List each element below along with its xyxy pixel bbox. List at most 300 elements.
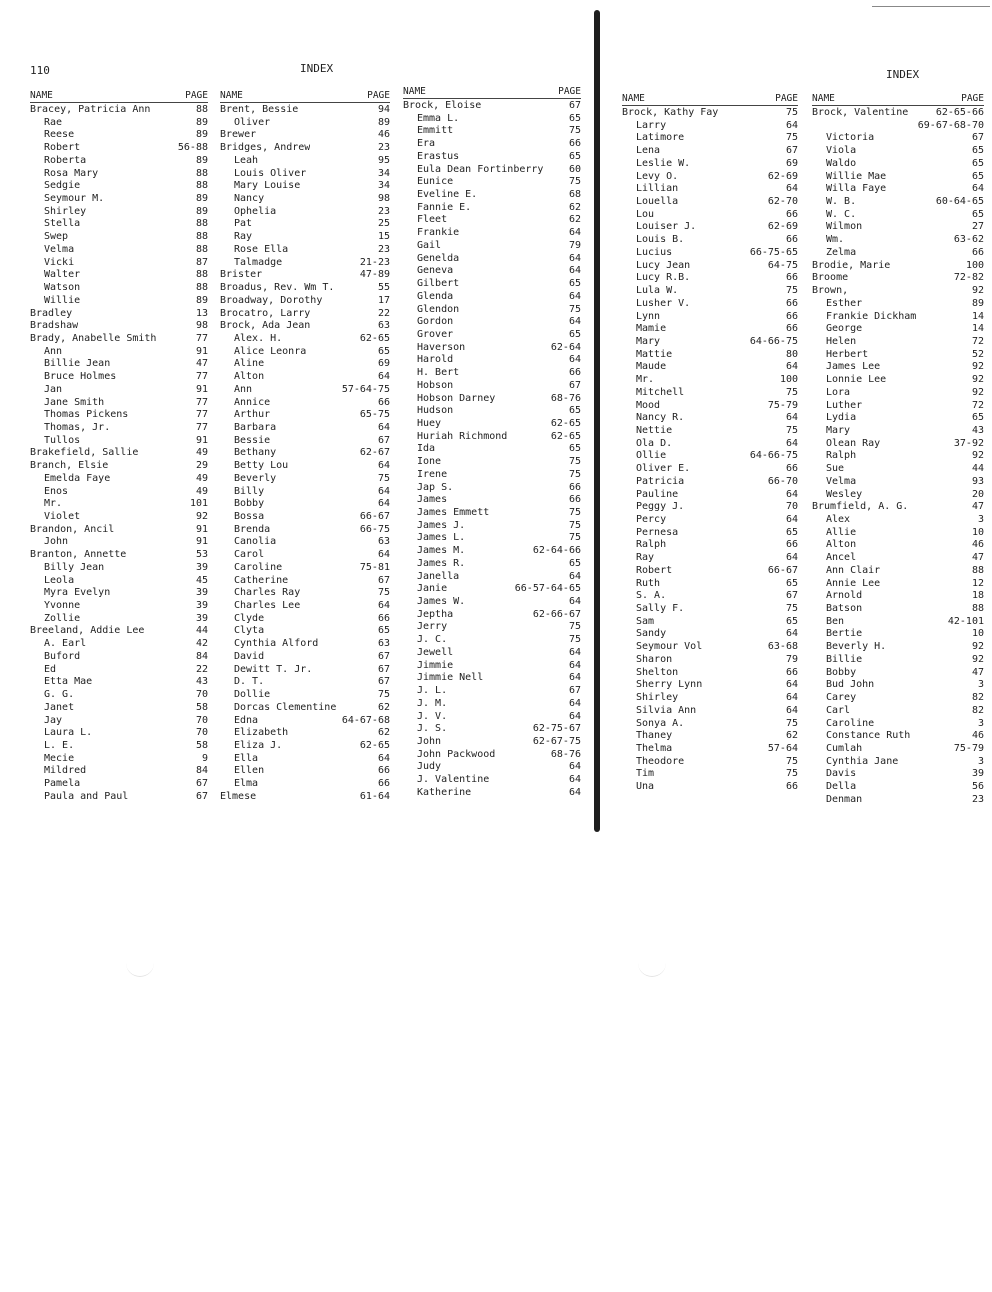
entry-page: 27 xyxy=(971,221,984,233)
entry-name: Alton xyxy=(234,371,265,383)
entry-name: Caroline xyxy=(234,561,283,573)
entry-page: 64 xyxy=(377,498,390,510)
entry-page: 88 xyxy=(195,243,208,255)
entry-page: 64 xyxy=(785,514,798,525)
book-spine xyxy=(594,10,600,832)
entry-page: 67 xyxy=(377,574,390,586)
entry-name: Bruce Holmes xyxy=(44,371,117,383)
index-entry xyxy=(622,603,798,616)
index-entry xyxy=(30,702,208,715)
entry-page: 66 xyxy=(785,297,798,309)
entry-name: Eunice xyxy=(417,176,454,188)
entry-page: 65 xyxy=(971,145,984,157)
entry-page: 98 xyxy=(377,193,390,205)
entry-name: Lou xyxy=(636,208,655,220)
index-entry xyxy=(812,272,984,285)
entry-page: 45 xyxy=(195,574,208,586)
entry-page: 37-92 xyxy=(953,437,984,449)
entry-page: 67 xyxy=(568,379,581,391)
entry-name: Brumfield, A. G. xyxy=(812,501,909,513)
entry-page: 60-64-65 xyxy=(935,196,984,208)
entry-page: 91 xyxy=(195,536,208,548)
entry-name: Annice xyxy=(234,396,271,408)
index-entry xyxy=(812,590,984,603)
entry-name: Theodore xyxy=(636,755,685,767)
entry-name: Mr. xyxy=(44,498,63,510)
entry-page: 64 xyxy=(568,761,581,773)
entry-name: Emelda Faye xyxy=(44,472,111,484)
index-entry xyxy=(220,206,390,219)
entry-name: Ann xyxy=(234,383,253,395)
entry-page: 66 xyxy=(785,272,798,284)
entry-name: Ola D. xyxy=(636,437,673,449)
index-entry xyxy=(403,749,581,762)
entry-name: Jay xyxy=(44,714,63,726)
entry-name: Gordon xyxy=(417,316,454,328)
entry-page: 93 xyxy=(971,475,984,487)
entry-name: Ida xyxy=(417,443,436,455)
entry-page: 17 xyxy=(377,294,390,306)
entry-page: 22 xyxy=(377,307,390,319)
entry-name: L. E. xyxy=(44,739,75,751)
entry-name: Brodie, Marie xyxy=(812,259,891,271)
entry-name: Dewitt T. Jr. xyxy=(234,663,313,675)
index-entry xyxy=(220,613,390,626)
index-entry xyxy=(30,638,208,651)
entry-page: 3 xyxy=(977,755,984,767)
entry-name: Bradley xyxy=(30,307,73,319)
entry-name: Billie xyxy=(826,653,863,665)
entry-name: Brewer xyxy=(220,129,257,141)
entry-name: Broadway, Dorothy xyxy=(220,294,323,306)
entry-page: 42-101 xyxy=(947,615,984,627)
name-header: NAME xyxy=(30,90,53,101)
entry-name: Enos xyxy=(44,485,69,497)
entry-page: 65 xyxy=(785,615,798,627)
index-entry xyxy=(403,621,581,634)
index-column xyxy=(622,93,798,794)
entry-page: 63 xyxy=(377,536,390,548)
index-entry xyxy=(812,501,984,514)
entry-name: Branton, Annette xyxy=(30,549,127,561)
index-entry xyxy=(220,142,390,155)
entry-page: 62-67 xyxy=(359,447,390,459)
entry-page: 47 xyxy=(971,552,984,564)
entry-name: Cumlah xyxy=(826,742,863,754)
index-entry xyxy=(30,155,208,168)
page-header: PAGE xyxy=(558,86,581,97)
entry-page: 92 xyxy=(971,386,984,398)
entry-page: 64 xyxy=(568,659,581,671)
index-entry xyxy=(30,524,208,537)
entry-name: Edna xyxy=(234,714,259,726)
entry-page: 72 xyxy=(971,335,984,347)
entry-name: Billie Jean xyxy=(44,358,111,370)
entry-page: 64-66-75 xyxy=(749,335,798,347)
entry-name: Erastus xyxy=(417,150,460,162)
entry-name: Jan xyxy=(44,383,63,395)
index-column xyxy=(30,90,208,804)
entry-name: Billy Jean xyxy=(44,561,105,573)
index-entry xyxy=(30,473,208,486)
index-entry xyxy=(220,575,390,588)
index-entry xyxy=(622,209,798,222)
entry-name: Louiser J. xyxy=(636,221,697,233)
entry-page: 67 xyxy=(568,685,581,697)
entry-page: 49 xyxy=(195,485,208,497)
index-entry xyxy=(622,756,798,769)
entry-page: 65 xyxy=(785,577,798,589)
index-entry xyxy=(403,774,581,787)
index-entry xyxy=(812,781,984,794)
entry-page: 23 xyxy=(377,205,390,217)
index-entry xyxy=(403,596,581,609)
index-entry xyxy=(30,295,208,308)
entry-page: 46 xyxy=(971,539,984,551)
index-entry xyxy=(403,304,581,317)
entry-name: Brister xyxy=(220,269,263,281)
index-entry xyxy=(622,654,798,667)
index-entry xyxy=(622,718,798,731)
entry-name: Carl xyxy=(826,704,851,716)
index-entry xyxy=(30,269,208,282)
index-entry xyxy=(622,107,798,120)
entry-page: 39 xyxy=(195,600,208,612)
entry-name: Sherry Lynn xyxy=(636,679,703,691)
entry-page: 14 xyxy=(971,323,984,335)
entry-page: 75 xyxy=(785,717,798,729)
entry-page: 89 xyxy=(195,294,208,306)
index-entry xyxy=(30,104,208,117)
index-entry xyxy=(403,151,581,164)
index-entry xyxy=(403,380,581,393)
entry-page: 66 xyxy=(568,481,581,493)
index-entry xyxy=(622,730,798,743)
entry-name: H. Bert xyxy=(417,367,460,379)
entry-name: Wilmon xyxy=(826,221,863,233)
entry-page: 84 xyxy=(195,650,208,662)
entry-page: 75 xyxy=(377,587,390,599)
index-entry xyxy=(220,715,390,728)
entry-page: 66 xyxy=(568,367,581,379)
index-entry xyxy=(220,308,390,321)
entry-page: 89 xyxy=(195,154,208,166)
entry-page: 60 xyxy=(568,163,581,175)
entry-name: Betty Lou xyxy=(234,460,289,472)
entry-name: Ann xyxy=(44,345,63,357)
entry-name: Bobby xyxy=(234,498,265,510)
entry-name: Glendon xyxy=(417,303,460,315)
index-entry xyxy=(622,400,798,413)
entry-name: Cynthia Alford xyxy=(234,638,319,650)
entry-page: 98 xyxy=(195,320,208,332)
index-entry xyxy=(220,562,390,575)
entry-page: 75 xyxy=(785,107,798,118)
entry-name: Pauline xyxy=(636,488,679,500)
entry-page: 66 xyxy=(785,463,798,475)
index-entry xyxy=(812,794,984,807)
index-entry xyxy=(622,221,798,234)
index-entry xyxy=(812,654,984,667)
entry-name: Frankie Dickham xyxy=(826,310,917,322)
index-entry xyxy=(812,641,984,654)
entry-name: J. C. xyxy=(417,634,448,646)
index-entry xyxy=(220,689,390,702)
entry-name: Nettie xyxy=(636,424,673,436)
entry-name: Stella xyxy=(44,218,81,230)
index-entry xyxy=(220,129,390,142)
index-entry xyxy=(812,387,984,400)
index-entry xyxy=(403,431,581,444)
index-entry xyxy=(220,295,390,308)
index-entry xyxy=(30,625,208,638)
entry-name: James xyxy=(417,494,448,506)
index-entry xyxy=(220,371,390,384)
entry-page: 66-75-65 xyxy=(749,246,798,258)
index-entry xyxy=(30,727,208,740)
entry-page: 65 xyxy=(568,405,581,417)
entry-page: 64 xyxy=(377,600,390,612)
index-entry xyxy=(30,218,208,231)
entry-page: 75 xyxy=(568,621,581,633)
entry-page: 64-67-68 xyxy=(341,714,390,726)
page-header: PAGE xyxy=(185,90,208,101)
index-entry xyxy=(220,346,390,359)
entry-page: 10 xyxy=(971,526,984,538)
entry-page: 77 xyxy=(195,409,208,421)
entry-name: Leslie W. xyxy=(636,157,691,169)
entry-page: 100 xyxy=(965,259,984,271)
entry-name: Levy O. xyxy=(636,170,679,182)
entry-page: 39 xyxy=(971,768,984,780)
entry-page: 23 xyxy=(971,793,984,805)
entry-page: 62 xyxy=(785,730,798,742)
index-entry xyxy=(30,562,208,575)
entry-page: 62 xyxy=(568,214,581,226)
entry-name: Eveline E. xyxy=(417,189,478,201)
index-entry xyxy=(220,358,390,371)
entry-page: 88 xyxy=(195,180,208,192)
entry-page: 92 xyxy=(971,361,984,373)
entry-page: 62-65-66 xyxy=(935,107,984,118)
index-entry xyxy=(812,158,984,171)
entry-page: 39 xyxy=(195,612,208,624)
entry-page: 66 xyxy=(785,310,798,322)
index-entry xyxy=(30,358,208,371)
index-entry xyxy=(403,647,581,660)
entry-page: 65-75 xyxy=(359,409,390,421)
index-entry xyxy=(812,349,984,362)
entry-name: Clyde xyxy=(234,612,265,624)
index-entry xyxy=(30,536,208,549)
entry-name: Alex. H. xyxy=(234,332,283,344)
entry-page: 67 xyxy=(377,434,390,446)
entry-page: 88 xyxy=(195,104,208,115)
entry-page: 64 xyxy=(568,570,581,582)
entry-page: 23 xyxy=(377,142,390,154)
index-entry xyxy=(30,765,208,778)
index-entry xyxy=(220,676,390,689)
entry-page: 69-67-68-70 xyxy=(917,119,984,131)
entry-name: Janie xyxy=(417,583,448,595)
entry-name: Catherine xyxy=(234,574,289,586)
entry-name: Elmese xyxy=(220,790,257,802)
entry-name: Yvonne xyxy=(44,600,81,612)
index-entry xyxy=(403,507,581,520)
index-entry xyxy=(403,253,581,266)
index-entry xyxy=(622,590,798,603)
entry-name: Branch, Elsie xyxy=(30,460,109,472)
index-entry xyxy=(30,168,208,181)
index-entry xyxy=(220,435,390,448)
index-entry xyxy=(622,412,798,425)
index-entry xyxy=(220,409,390,422)
entry-name: Etta Mae xyxy=(44,676,93,688)
entry-name: Clyta xyxy=(234,625,265,637)
index-entry xyxy=(220,193,390,206)
index-entry xyxy=(812,514,984,527)
index-entry xyxy=(812,539,984,552)
index-entry xyxy=(812,463,984,476)
entry-name: Paula and Paul xyxy=(44,790,129,802)
index-entry xyxy=(403,532,581,545)
entry-page: 92 xyxy=(971,653,984,665)
index-entry xyxy=(622,158,798,171)
index-entry xyxy=(30,308,208,321)
entry-page: 20 xyxy=(971,488,984,500)
entry-name: W. C. xyxy=(826,208,857,220)
index-entry xyxy=(622,552,798,565)
entry-name: Arnold xyxy=(826,590,863,602)
name-header: NAME xyxy=(220,90,243,101)
entry-page: 89 xyxy=(195,205,208,217)
entry-name: Velma xyxy=(44,243,75,255)
entry-page: 75 xyxy=(568,176,581,188)
entry-name: Zelma xyxy=(826,246,857,258)
entry-page: 10 xyxy=(971,628,984,640)
entry-name: Brock, Valentine xyxy=(812,107,909,118)
index-entry xyxy=(220,104,390,117)
entry-name: Sue xyxy=(826,463,845,475)
index-entry xyxy=(403,698,581,711)
index-entry xyxy=(622,145,798,158)
entry-name: Tim xyxy=(636,768,655,780)
entry-name: Dollie xyxy=(234,689,271,701)
entry-name: Fannie E. xyxy=(417,201,472,213)
entry-name: Mr. xyxy=(636,374,655,386)
entry-name: Billy xyxy=(234,485,265,497)
entry-name: Louis B. xyxy=(636,234,685,246)
index-entry xyxy=(30,575,208,588)
index-entry xyxy=(622,514,798,527)
entry-page: 49 xyxy=(195,472,208,484)
entry-name: Era xyxy=(417,138,436,150)
index-entry xyxy=(30,409,208,422)
index-entry xyxy=(30,346,208,359)
entry-name: Wm. xyxy=(826,234,845,246)
index-entry xyxy=(30,791,208,804)
index-entry xyxy=(30,422,208,435)
entry-page: 25 xyxy=(377,218,390,230)
index-entry xyxy=(622,768,798,781)
entry-name: Jap S. xyxy=(417,481,454,493)
entry-name: Lucy R.B. xyxy=(636,272,691,284)
entry-page: 34 xyxy=(377,167,390,179)
index-entry xyxy=(812,374,984,387)
index-entry xyxy=(622,527,798,540)
entry-name: Fleet xyxy=(417,214,448,226)
index-entry xyxy=(403,469,581,482)
entry-page: 101 xyxy=(189,498,208,510)
index-entry xyxy=(30,206,208,219)
entry-name: Talmadge xyxy=(234,256,283,268)
entry-name: Annie Lee xyxy=(826,577,881,589)
entry-page: 64 xyxy=(785,552,798,564)
entry-name: Barbara xyxy=(234,421,277,433)
index-entry xyxy=(622,705,798,718)
entry-page: 63 xyxy=(377,320,390,332)
index-entry xyxy=(403,761,581,774)
entry-name: Batson xyxy=(826,603,863,615)
index-entry xyxy=(812,400,984,413)
entry-page: 66 xyxy=(785,666,798,678)
entry-name: Katherine xyxy=(417,786,472,798)
index-entry xyxy=(622,336,798,349)
entry-name: Brent, Bessie xyxy=(220,104,299,115)
scan-edge-line xyxy=(872,6,990,7)
entry-name: Brady, Anabelle Smith xyxy=(30,332,157,344)
entry-name: Beverly H. xyxy=(826,641,887,653)
index-entry xyxy=(220,536,390,549)
entry-name: Rosa Mary xyxy=(44,167,99,179)
column-header xyxy=(403,86,581,99)
entry-name: Percy xyxy=(636,514,667,525)
punch-hole-mark xyxy=(126,962,154,977)
entry-name: Watson xyxy=(44,282,81,294)
index-entry xyxy=(30,676,208,689)
entry-name: Louis Oliver xyxy=(234,167,307,179)
index-entry xyxy=(30,486,208,499)
entry-page: 66-67 xyxy=(767,564,798,576)
index-entry xyxy=(220,155,390,168)
entry-name: James M. xyxy=(417,545,466,557)
index-entry xyxy=(812,718,984,731)
entry-name: Mitchell xyxy=(636,386,685,398)
entry-name: Mildred xyxy=(44,765,87,777)
entry-page: 57-64-75 xyxy=(341,383,390,395)
entry-name: Ann Clair xyxy=(826,564,881,576)
entry-page: 66 xyxy=(785,781,798,793)
index-entry xyxy=(220,549,390,562)
entry-name: Ollie xyxy=(636,450,667,462)
index-entry xyxy=(812,107,984,120)
index-entry xyxy=(812,692,984,705)
index-entry xyxy=(403,558,581,571)
entry-page: 88 xyxy=(971,564,984,576)
index-entry xyxy=(220,791,390,804)
entry-page: 88 xyxy=(195,282,208,294)
index-entry xyxy=(30,371,208,384)
entry-name: Larry xyxy=(636,119,667,131)
index-entry xyxy=(403,125,581,138)
entry-page: 66 xyxy=(785,539,798,551)
entry-page: 77 xyxy=(195,396,208,408)
entry-page: 52 xyxy=(971,348,984,360)
entry-name: Constance Ruth xyxy=(826,730,911,742)
index-entry xyxy=(403,787,581,800)
entry-page: 91 xyxy=(195,383,208,395)
entry-name: Velma xyxy=(826,475,857,487)
